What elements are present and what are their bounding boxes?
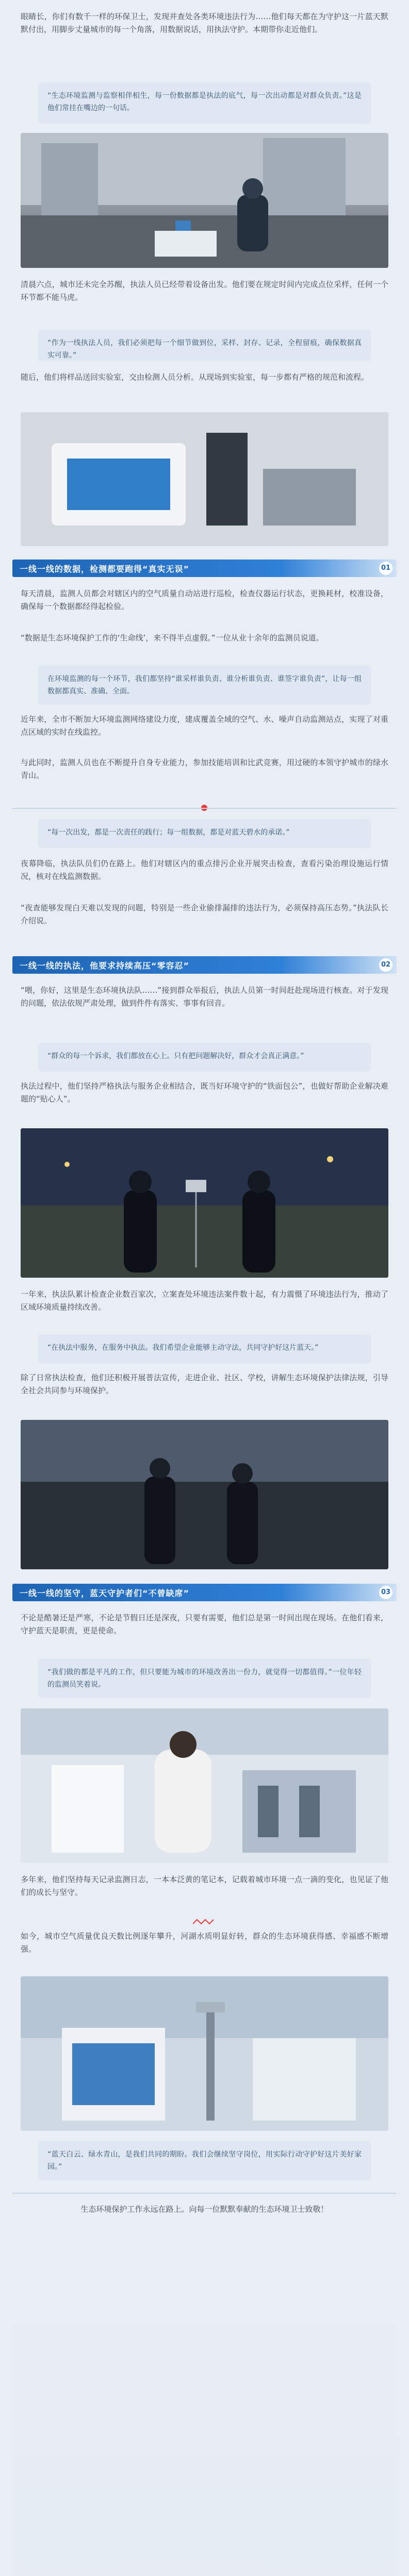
quote-4: “每一次出发，都是一次责任的践行；每一组数据，都是对蓝天碧水的承诺。” bbox=[38, 819, 371, 848]
photo-lab-analyst-art bbox=[21, 1708, 388, 1863]
photo-street-sampling bbox=[21, 133, 388, 268]
section-1-title: 一线一线的数据，检测都要跑得“真实无误” bbox=[20, 564, 190, 574]
photo-night-inspection bbox=[21, 1128, 388, 1278]
photo-monitoring-station bbox=[21, 1976, 388, 2131]
section-3-number: 03 bbox=[379, 1586, 392, 1599]
photo-team-outdoor-art bbox=[21, 1420, 388, 1569]
paragraph-14: 多年来，他们坚持每天记录监测日志，一本本泛黄的笔记本，记载着城市环境一点一滴的变化，也见证了他们的成长与坚守。 bbox=[21, 1875, 388, 1897]
quote-6: “在执法中服务，在服务中执法。我们希望企业能够主动守法，共同守护好这片蓝天。” bbox=[38, 1334, 371, 1363]
paragraph-5: 近年来，全市不断加大环境监测网络建设力度，建成覆盖全域的空气、水、噪声自动监测站点，实现了对重点区域的实时在线监控。 bbox=[21, 715, 388, 737]
quote-8: “蓝天白云、绿水青山，是我们共同的期盼。我们会继续坚守岗位，用实际行动守护好这片美好家园。” bbox=[38, 2141, 371, 2180]
paragraph-9: “喂，你好，这里是生态环境执法队……”接到群众举报后，执法人员第一时间赶赴现场进行核查。对于发现的问题，依法依规严肃处理，做到件件有落实、事事有回音。 bbox=[21, 986, 388, 1008]
photo-team-outdoor bbox=[21, 1420, 388, 1569]
paragraph-3: 每天清晨，监测人员都会对辖区内的空气质量自动站进行巡检，检查仪器运行状态，更换耗材，校准设备，确保每一个数据都经得起检验。 bbox=[21, 589, 388, 611]
quote-2: “作为一线执法人员，我们必须把每一个细节做到位，采样、封存、记录，全程留痕，确保数据真实可靠。” bbox=[38, 330, 371, 361]
section-1-header bbox=[12, 560, 397, 577]
paragraph-7: 夜幕降临，执法队员们仍在路上。他们对辖区内的重点排污企业开展突击检查，查看污染治理设施运行情况，核对在线监测数据。 bbox=[21, 859, 388, 881]
quote-5: “群众的每一个诉求，我们都放在心上。只有把问题解决好，群众才会真正满意。” bbox=[38, 1043, 371, 1072]
section-3-title: 一线一线的坚守，蓝天守护者们“不曾缺席” bbox=[20, 1588, 190, 1598]
paragraph-13: 不论是酷暑还是严寒，不论是节假日还是深夜，只要有需要，他们总是第一时间出现在现场。在他们看来，守护蓝天是职责，更是使命。 bbox=[21, 1613, 388, 1635]
section-2-title: 一线一线的执法，他要求持续高压“零容忍” bbox=[20, 961, 190, 971]
photo-sample-equipment bbox=[21, 412, 388, 546]
divider-1 bbox=[12, 808, 397, 809]
paragraph-10: 执法过程中，他们坚持严格执法与服务企业相结合，既当好环境守护的“铁面包公”，也做好帮助企业解决难题的“贴心人”。 bbox=[21, 1081, 388, 1104]
quote-3: 在环境监测的每一个环节，我们都坚持“谁采样谁负责、谁分析谁负责、谁签字谁负责”，让每一组数据都真实、准确、全面。 bbox=[38, 666, 371, 705]
photo-street-sampling-art bbox=[21, 133, 388, 268]
section-2-number: 02 bbox=[379, 958, 392, 972]
intro-quote: “生态环境监测与监察相伴相生，每一份数据都是执法的底气，每一次出动都是对群众负责。”这是他们常挂在嘴边的一句话。 bbox=[38, 82, 371, 124]
photo-night-inspection-art bbox=[21, 1128, 388, 1278]
paragraph-2: 随后，他们将样品送回实验室，交由检测人员分析。从现场到实验室，每一步都有严格的规范和流程。 bbox=[21, 372, 369, 382]
quote-7: “我们做的都是平凡的工作，但只要能为城市的环境改善出一份力，就觉得一切都值得。”一位年轻的监测员笑着说。 bbox=[38, 1659, 371, 1698]
paragraph-6: 与此同时，监测人员也在不断提升自身专业能力，参加技能培训和比武竞赛，用过硬的本领守护城市的绿水青山。 bbox=[21, 758, 388, 780]
section-1-number: 01 bbox=[379, 562, 392, 575]
outro-paragraph: 生态环境保护工作永远在路上。向每一位默默奉献的生态环境卫士致敬！ bbox=[80, 2205, 329, 2214]
section-2-header bbox=[12, 956, 397, 974]
divider-2 bbox=[12, 2193, 397, 2194]
section-3-header bbox=[12, 1584, 397, 1601]
paragraph-1: 清晨六点，城市还未完全苏醒，执法人员已经带着设备出发。他们要在规定时间内完成点位采样，任何一个环节都不能马虎。 bbox=[21, 280, 388, 302]
intro-paragraph: 眼睛长，你们有数千一样的环保卫士，发现并查处各类环境违法行为……他们每天都在为守护这一片蓝天默默付出，用脚步丈量城市的每一个角落，用数据说话，用执法守护。本期带你走近他们。 bbox=[21, 12, 388, 34]
photo-lab-analyst bbox=[21, 1708, 388, 1863]
paragraph-15: 如今，城市空气质量优良天数比例逐年攀升，河湖水质明显好转，群众的生态环境获得感、幸福感不断增强。 bbox=[21, 1931, 388, 1954]
photo-monitoring-station-art bbox=[21, 1976, 388, 2131]
page-bottom-fill bbox=[12, 2241, 397, 2576]
photo-sample-equipment-art bbox=[21, 412, 388, 546]
paragraph-8: “夜查能够发现白天难以发现的问题，特别是一些企业偷排漏排的违法行为，必须保持高压态势。”执法队长介绍说。 bbox=[21, 903, 388, 925]
paragraph-12: 除了日常执法检查，他们还积极开展普法宣传，走进企业、社区、学校，讲解生态环境保护法律法规，引导全社会共同参与环境保护。 bbox=[21, 1373, 388, 1395]
decor-zigzag-icon bbox=[193, 1919, 216, 1925]
paragraph-4: “数据是生态环境保护工作的‘生命线’，来不得半点虚假。”一位从业十余年的监测员说道。 bbox=[21, 633, 324, 642]
paragraph-11: 一年来，执法队累计检查企业数百家次，立案查处环境违法案件数十起，有力震慑了环境违法行为，推动了区域环境质量持续改善。 bbox=[21, 1290, 388, 1312]
